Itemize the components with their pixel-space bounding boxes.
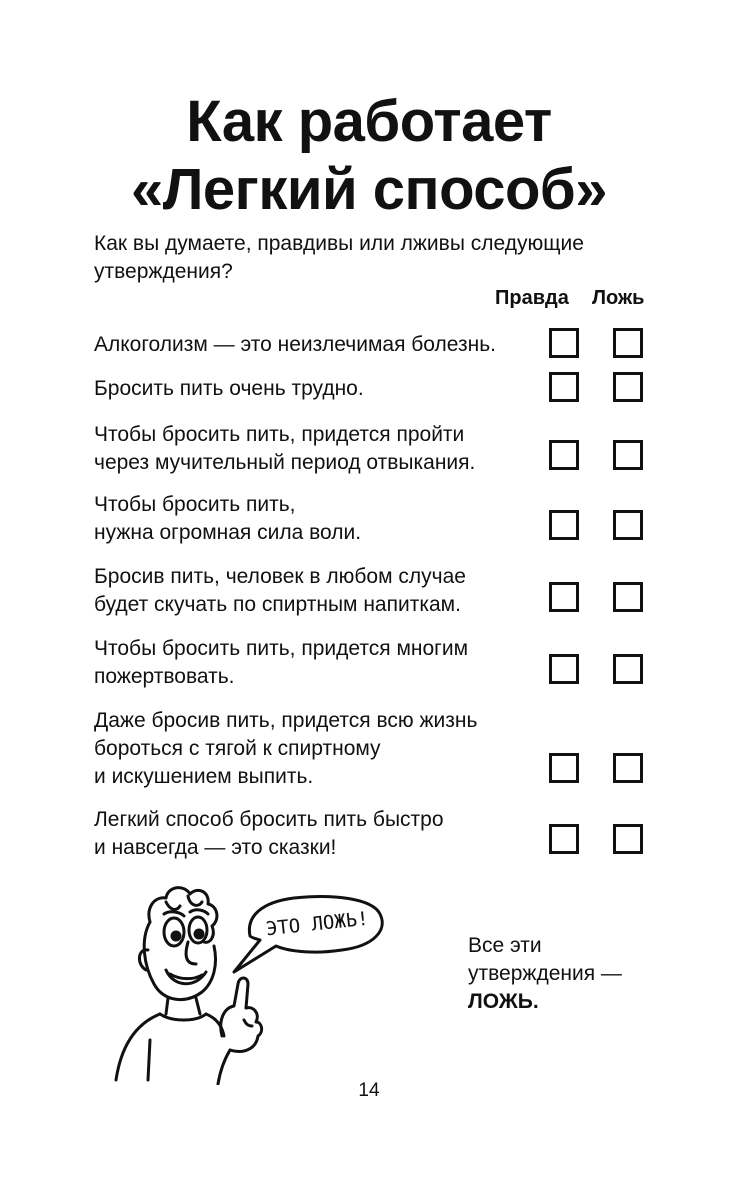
cartoon-man-illustration [110,880,400,1085]
statement-1-true-checkbox[interactable] [549,328,579,358]
statement-6-true-checkbox[interactable] [549,654,579,684]
statement-7-false-checkbox[interactable] [613,753,643,783]
statement-4 [94,491,534,547]
page-title-line-1: Как работает [186,89,552,154]
statement-3 [94,421,534,477]
page-number: 14 [358,1080,380,1101]
statement-6 [94,635,534,691]
statement-line: Чтобы бросить пить, придется пройти [94,423,465,446]
statement-line: бороться с тягой к спиртному [94,737,381,760]
statement-4-true-checkbox[interactable] [549,510,579,540]
statement-5 [94,563,534,619]
cartoon-pointing-hand [221,978,262,1051]
statement-line: Чтобы бросить пить, [94,493,296,516]
statement-line: Даже бросив пить, придется всю жизнь [94,709,478,732]
statement-8 [94,806,534,862]
statement-line: Бросить пить очень трудно. [94,377,364,400]
page-title [0,88,738,224]
statement-line: будет скучать по спиртным напиткам. [94,593,461,616]
answer-line-2: утверждения — [468,962,622,985]
statement-line: и искушением выпить. [94,765,314,788]
statement-5-true-checkbox[interactable] [549,582,579,612]
statement-line: и навсегда — это сказки! [94,836,337,859]
answer-text [468,932,688,1016]
statement-7 [94,707,534,791]
statement-2-false-checkbox[interactable] [613,372,643,402]
statement-line: Чтобы бросить пить, придется многим [94,637,469,660]
column-header-true: Правда [495,287,569,309]
statement-8-false-checkbox[interactable] [613,824,643,854]
statement-2 [94,375,534,403]
statement-4-false-checkbox[interactable] [613,510,643,540]
answer-line-3: ЛОЖЬ. [468,990,539,1013]
answer-line-1: Все эти [468,934,542,957]
statement-line: пожертвовать. [94,665,235,688]
cartoon-body [116,1014,160,1080]
statement-2-true-checkbox[interactable] [549,372,579,402]
statement-line: Легкий способ бросить пить быстро [94,808,444,831]
speech-bubble-text: ЭТО ЛОЖЬ! [265,907,370,941]
statement-line: нужна огромная сила воли. [94,521,362,544]
statement-8-true-checkbox[interactable] [549,824,579,854]
column-header-false: Ложь [592,287,645,309]
statement-6-false-checkbox[interactable] [613,654,643,684]
statement-line: Бросив пить, человек в любом случае [94,565,466,588]
statement-3-true-checkbox[interactable] [549,440,579,470]
statement-7-true-checkbox[interactable] [549,753,579,783]
page-title-line-2: «Легкий способ» [130,157,608,222]
statement-5-false-checkbox[interactable] [613,582,643,612]
statement-3-false-checkbox[interactable] [613,440,643,470]
statement-line: Алкоголизм — это неизлечимая болезнь. [94,333,496,356]
statement-line: через мучительный период отвыкания. [94,451,476,474]
statement-1-false-checkbox[interactable] [613,328,643,358]
statement-1 [94,331,534,359]
intro-text: Как вы думаете, правдивы или лживы следующие утверждения? [94,232,584,283]
